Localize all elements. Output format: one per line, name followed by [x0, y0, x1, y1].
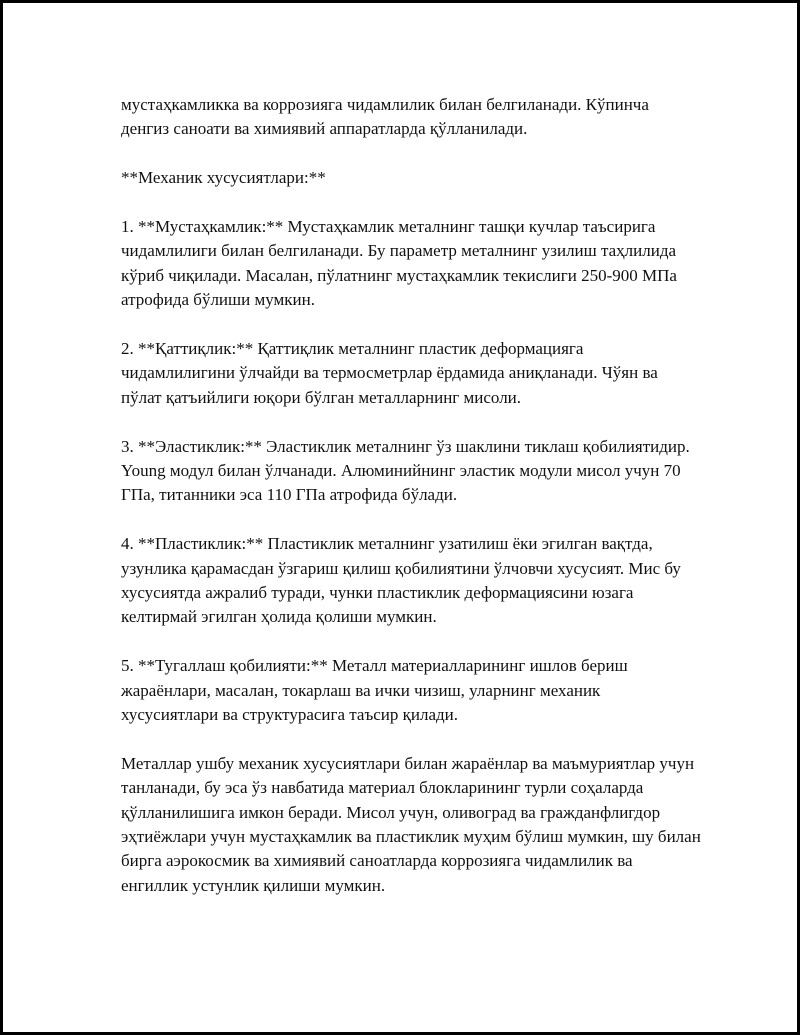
- list-item-strength: 1. **Мустаҳкамлик:** Мустаҳкамлик металнинг ташқи кучлар таъсирига чидамлилиги билан белгиланади. Бу параметр металнинг узилиш таҳлилида кўриб чиқилади. Масалан, пўлатнинг мустаҳкамлик текислиги 250-900 МПа атрофида бўлиши мумкин.: [121, 217, 677, 310]
- list-item-elasticity: 3. **Эластиклик:** Эластиклик металнинг ўз шаклини тиклаш қобилиятидир. Young модул билан ўлчанади. Алюминийнинг эластик модули мисол учун 70 ГПа, титанники эса 110 ГПа атрофида бўлади.: [121, 436, 690, 505]
- intro-paragraph: мустаҳкамликка ва коррозияга чидамлилик билан белгиланади. Кўпинча денгиз саноати ва химиявий аппаратларда қўлланилади.: [121, 95, 649, 139]
- list-item-hardness: 2. **Қаттиқлик:** Қаттиқлик металнинг пластик деформацияга чидамлилигини ўлчайди ва термосметрлар ёрдамида аниқланади. Чўян ва пўлат қатъийлиги юқори бўлган металларнинг мисоли.: [121, 339, 658, 407]
- section-heading: **Механик хусусиятлари:**: [121, 168, 326, 188]
- list-item-plasticity: 4. **Пластиклик:** Пластиклик металнинг узатилиш ёки эгилган вақтда, узунлика қарамасдан ўзгариш қилиш қобилиятини ўлчовчи хусусият. Мис бу хусусиятда ажралиб туради, чунки пластиклик деформациясини юзага келтирмай эгилган ҳолида қолиши мумкин.: [121, 534, 681, 627]
- conclusion-paragraph: Металлар ушбу механик хусусиятлари билан жараёнлар ва маъмуриятлар учун танланади, бу эса ўз навбатида материал блокларининг турли соҳаларда қўлланилишига имкон беради. Мисол учун, оливоград ва гражданфлигдор эҳтиёжлари учун мустаҳкамлик ва пластиклик муҳим бўлиш мумкин, шу билан бирга аэрокосмик ва химиявий саноатларда коррозияга чидамлилик ва енгиллик устунлик қилиши мумкин.: [121, 753, 701, 895]
- document-body: [121, 93, 701, 923]
- list-item-machinability: 5. **Тугаллаш қобилияти:** Металл материалларининг ишлов бериш жараёнлари, масалан, токарлаш ва ички чизиш, уларнинг механик хусусиятлари ва структурасига таъсир қилади.: [121, 656, 628, 725]
